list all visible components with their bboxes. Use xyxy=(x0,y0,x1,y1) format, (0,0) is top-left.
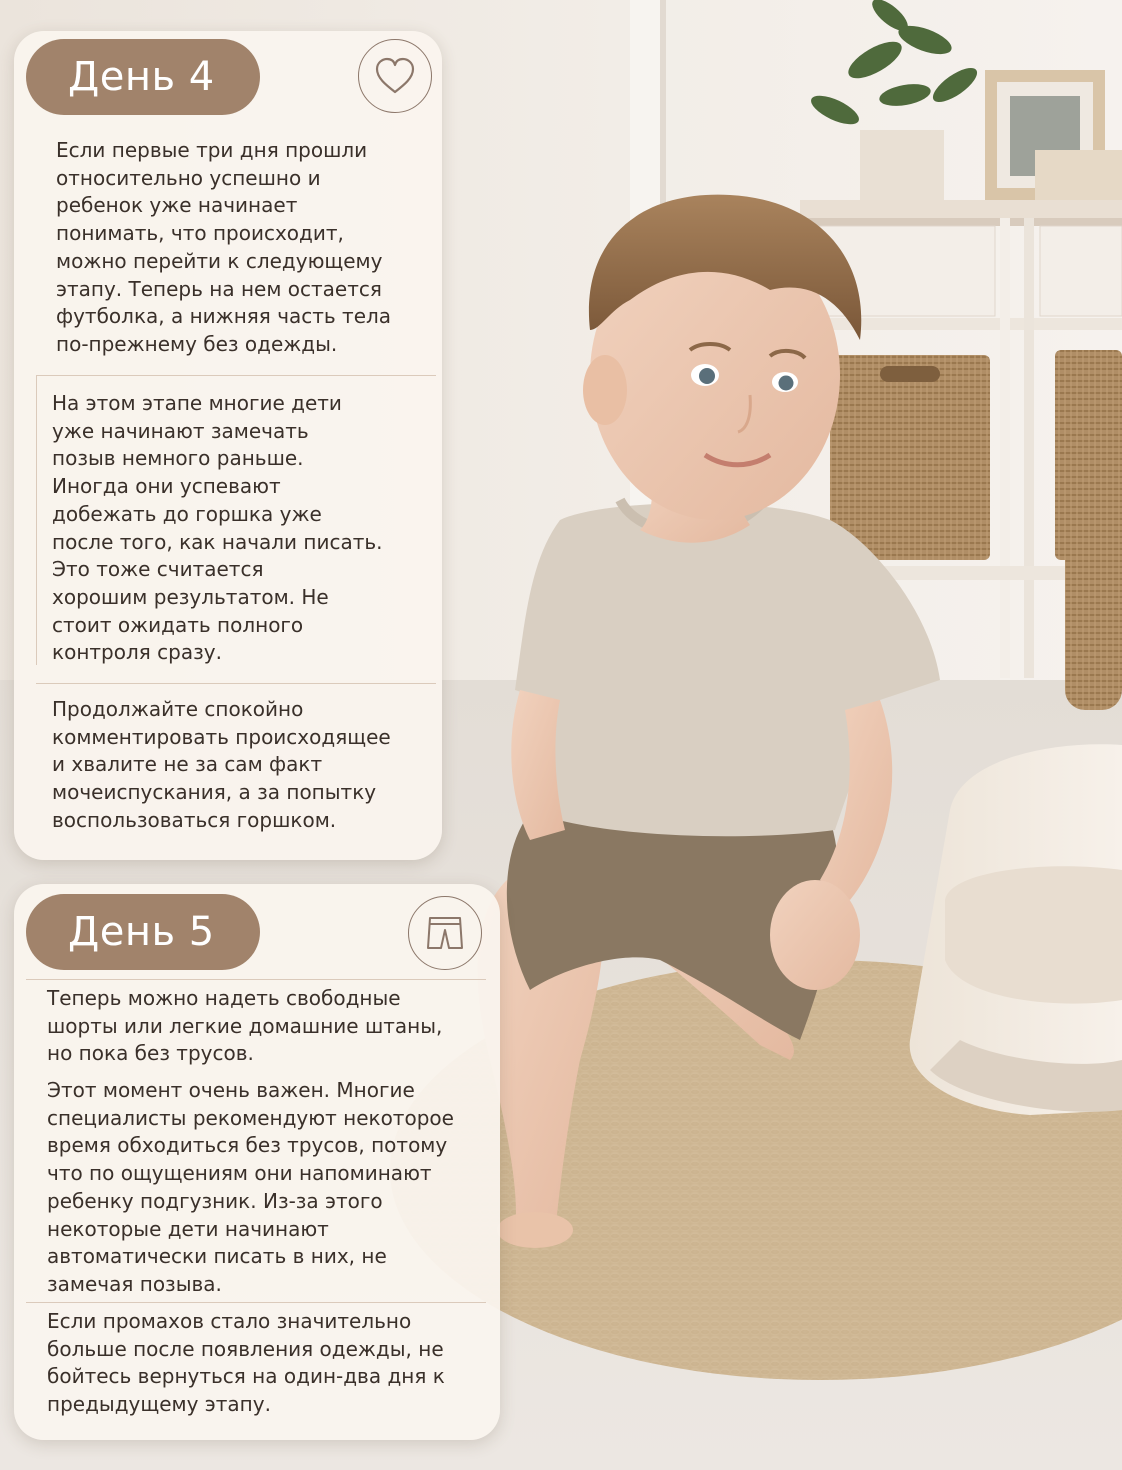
heart-icon xyxy=(358,39,432,113)
divider xyxy=(36,683,436,684)
divider xyxy=(26,1302,486,1303)
day-4-paragraph-3: Продолжайте спокойно комментировать происходящее и хвалите не за сам факт мочеиспускания, а за попытку воспользоваться горшком. xyxy=(52,697,391,832)
day-5-badge xyxy=(26,894,260,970)
divider xyxy=(26,979,486,980)
shorts-icon xyxy=(408,896,482,970)
divider xyxy=(36,375,436,376)
day-5-card xyxy=(14,884,500,1440)
day-4-paragraph-1: Если первые три дня прошли относительно успешно и ребенок уже начинает понимать, что происходит, можно перейти к следующему этапу. Теперь на нем остается футболка, а нижняя часть тела по-прежнему без одежды. xyxy=(56,138,392,356)
divider xyxy=(36,375,37,665)
day-4-label: День 4 xyxy=(68,54,215,100)
day-5-paragraph-2: Этот момент очень важен. Многие специалисты рекомендуют некоторое время обходиться без трусов, потому что по ощущениям они напоминают ребенку подгузник. Из-за этого некоторые дети начинают автоматически писать в них, не замечая позыва. xyxy=(47,1078,454,1296)
day-5-paragraph-1: Теперь можно надеть свободные шорты или легкие домашние штаны, но пока без трусов. xyxy=(47,986,443,1066)
day-4-paragraph-2: На этом этапе многие дети уже начинают замечать позыв немного раньше. Иногда они успевают добежать до горшка уже после того, как начали писать. Это тоже считается хорошим результатом. Не стоит ожидать полного контроля сразу. xyxy=(52,391,383,665)
day-4-card xyxy=(14,31,442,860)
day-4-badge xyxy=(26,39,260,115)
day-5-paragraph-3: Если промахов стало значительно больше после появления одежды, не бойтесь вернуться на один-два дня к предыдущему этапу. xyxy=(47,1309,445,1417)
day-5-label: День 5 xyxy=(68,909,215,955)
